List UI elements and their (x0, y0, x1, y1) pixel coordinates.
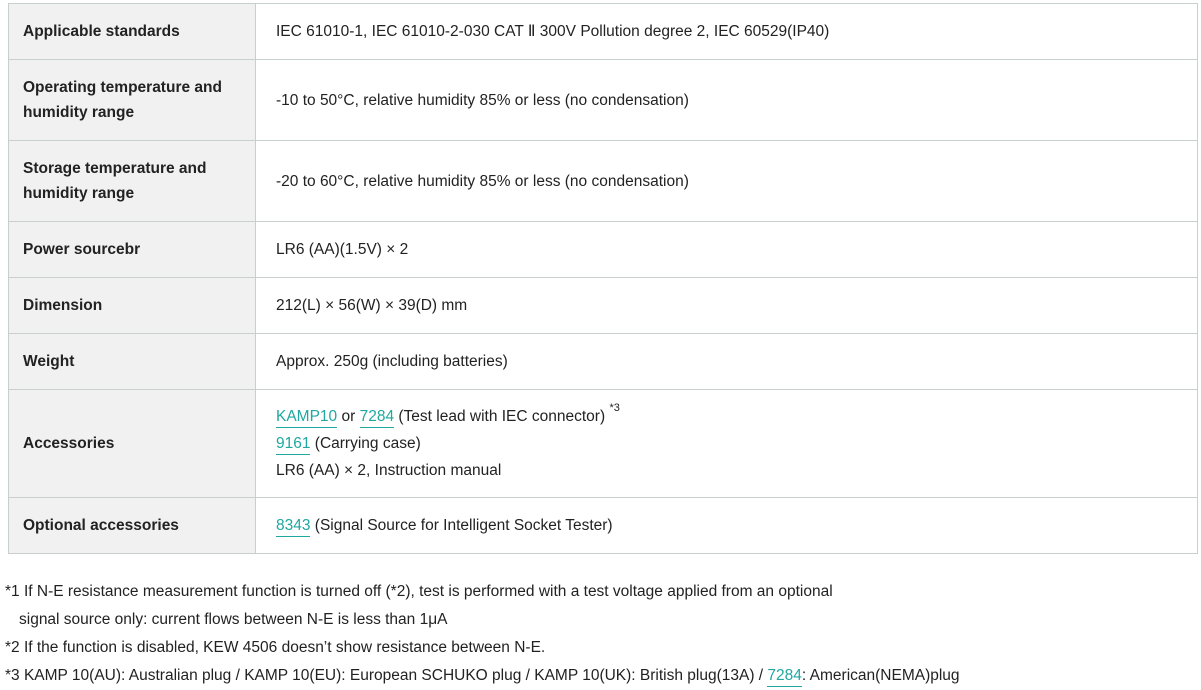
part-number-link-9161[interactable]: 9161 (276, 435, 310, 455)
spec-value-cell (256, 498, 1197, 553)
text-segment: LR6 (AA) × 2, Instruction manual (276, 462, 502, 479)
table-row (9, 334, 1197, 390)
table-row (9, 4, 1197, 60)
spec-value-cell (256, 278, 1197, 333)
spec-value-cell (256, 4, 1197, 59)
footnote-line (5, 662, 1201, 690)
spec-label-text: Power sourcebr (23, 241, 141, 258)
spec-table (8, 3, 1198, 554)
part-number-link-kamp10[interactable]: KAMP10 (276, 408, 337, 428)
text-segment: -10 to 50°C, relative humidity 85% or less (no condensation) (276, 91, 689, 109)
spec-value-cell (256, 334, 1197, 389)
spec-label-cell (9, 60, 256, 140)
spec-label-cell (9, 390, 256, 497)
text-segment: *2 If the function is disabled, KEW 4506 doesn’t show resistance between N-E. (5, 639, 546, 656)
footnotes (5, 578, 1201, 690)
spec-value-line (276, 168, 1183, 195)
text-segment: (Test lead with IEC connector) (394, 408, 610, 425)
table-row (9, 498, 1197, 553)
part-number-link-8343[interactable]: 8343 (276, 517, 310, 537)
spec-label-text: Accessories (23, 435, 115, 452)
text-segment: *1 If N-E resistance measurement function is turned off (*2), test is performed with a test voltage applied from an optional (5, 583, 833, 600)
spec-value-line (276, 18, 1183, 45)
spec-label-text: Operating temperature and humidity range (23, 79, 222, 121)
spec-value-cell (256, 390, 1197, 497)
spec-value-cell (256, 141, 1197, 221)
spec-value-line (276, 512, 1183, 539)
spec-value-line (276, 457, 1183, 484)
text-segment: Approx. 250g (including batteries) (276, 353, 508, 370)
table-row (9, 60, 1197, 141)
part-number-link-7284[interactable]: 7284 (360, 408, 394, 428)
spec-label-text: Weight (23, 353, 75, 370)
spec-value-cell (256, 222, 1197, 277)
table-row (9, 278, 1197, 334)
footnote-reference: *3 (609, 401, 620, 414)
spec-label-text: Applicable standards (23, 23, 180, 40)
spec-label-cell (9, 222, 256, 277)
text-segment: -20 to 60°C, relative humidity 85% or less (no condensation) (276, 172, 689, 190)
spec-value-line (276, 348, 1183, 375)
spec-label-cell (9, 334, 256, 389)
text-segment: : American(NEMA)plug (801, 667, 960, 684)
footnote-line (5, 578, 1201, 606)
text-segment: *3 KAMP 10(AU): Australian plug / KAMP 10(EU): European SCHUKO plug / KAMP 10(UK): British plug(13A) / (5, 667, 768, 684)
table-row (9, 390, 1197, 498)
spec-label-cell (9, 4, 256, 59)
table-row (9, 141, 1197, 222)
footnote-line (5, 606, 1201, 634)
footnote-line (5, 634, 1201, 662)
text-segment: IEC 61010-1, IEC 61010-2-030 CAT Ⅱ 300V Pollution degree 2, IEC 60529(IP40) (276, 23, 830, 40)
spec-label-cell (9, 498, 256, 553)
spec-value-line (276, 430, 1183, 457)
text-segment: 212(L) × 56(W) × 39(D) mm (276, 297, 468, 314)
text-segment: or (337, 408, 360, 425)
spec-label-text: Optional accessories (23, 517, 179, 534)
spec-value-line (276, 292, 1183, 319)
table-row (9, 222, 1197, 278)
spec-label-cell (9, 141, 256, 221)
spec-label-text: Dimension (23, 297, 103, 314)
spec-value-line (276, 403, 1183, 430)
text-segment: (Carrying case) (310, 435, 421, 452)
spec-value-cell (256, 60, 1197, 140)
text-segment: (Signal Source for Intelligent Socket Tester) (310, 517, 613, 534)
spec-value-line (276, 236, 1183, 263)
spec-label-text: Storage temperature and humidity range (23, 160, 207, 202)
part-number-link-7284[interactable]: 7284 (767, 667, 801, 687)
spec-label-cell (9, 278, 256, 333)
text-segment: LR6 (AA)(1.5V) × 2 (276, 241, 409, 258)
text-segment: signal source only: current flows between N-E is less than 1μA (19, 611, 448, 628)
spec-value-line (276, 87, 1183, 114)
